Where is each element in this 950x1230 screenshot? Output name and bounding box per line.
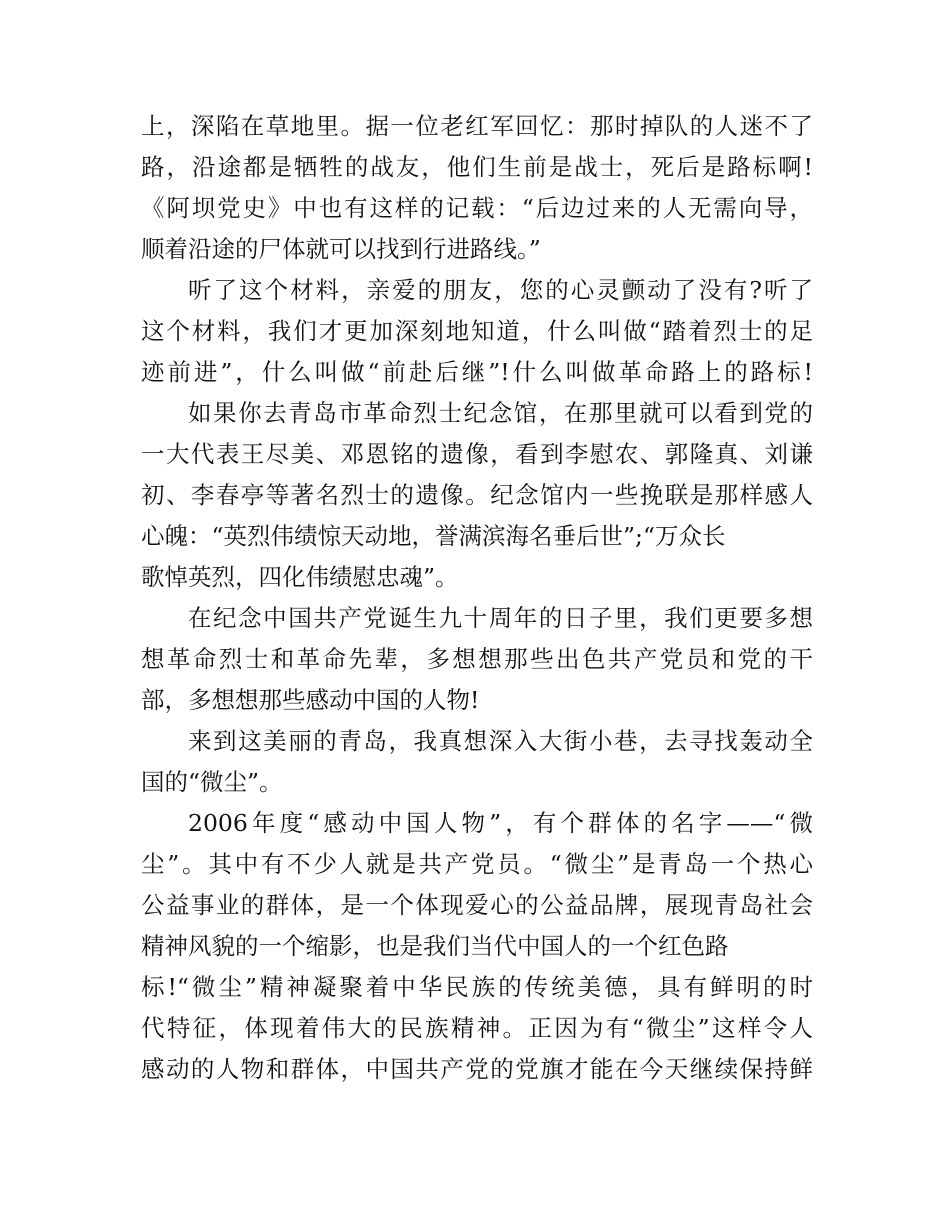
text-line-23: 代特征，体现着伟大的民族精神。正因为有“微尘”这样令人 bbox=[141, 1014, 813, 1042]
text-line-13: 在纪念中国共产党诞生九十周年的日子里，我们更要多想 bbox=[188, 604, 813, 632]
text-line-24: 感动的人物和群体，中国共产党的党旗才能在今天继续保持鲜 bbox=[141, 1055, 813, 1083]
text-line-15: 部，多想想那些感动中国的人物! bbox=[141, 686, 480, 714]
text-line-5: 听了这个材料，亲爱的朋友，您的心灵颤动了没有?听了 bbox=[188, 276, 813, 304]
text-line-9: 一大代表王尽美、邓恩铭的遗像，看到李慰农、郭隆真、刘谦 bbox=[141, 440, 813, 468]
text-line-14: 想革命烈士和革命先辈，多想想那些出色共产党员和党的干 bbox=[141, 645, 813, 673]
body-text bbox=[141, 106, 813, 1090]
text-line-4: 顺着沿途的尸体就可以找到行进路线。” bbox=[141, 235, 541, 263]
text-line-7: 迹前进”，什么叫做“前赴后继”!什么叫做革命路上的路标! bbox=[141, 358, 813, 386]
text-line-17: 国的“微尘”。 bbox=[141, 768, 283, 796]
text-line-11: 心魄：“英烈伟绩惊天动地，誉满滨海名垂后世”;“万众长 bbox=[141, 522, 726, 550]
text-line-1: 上，深陷在草地里。据一位老红军回忆：那时掉队的人迷不了 bbox=[141, 112, 813, 140]
text-line-22: 标!“微尘”精神凝聚着中华民族的传统美德，具有鲜明的时 bbox=[141, 973, 813, 1001]
text-line-2: 路，沿途都是牺牲的战友，他们生前是战士，死后是路标啊! bbox=[141, 153, 813, 181]
text-line-20: 公益事业的群体，是一个体现爱心的公益品牌，展现青岛社会 bbox=[141, 891, 813, 919]
text-line-16: 来到这美丽的青岛，我真想深入大街小巷，去寻找轰动全 bbox=[188, 727, 813, 755]
text-line-21: 精神风貌的一个缩影，也是我们当代中国人的一个红色路 bbox=[141, 932, 729, 960]
text-line-12: 歌悼英烈，四化伟绩慰忠魂”。 bbox=[141, 563, 459, 591]
text-line-19: 尘”。其中有不少人就是共产党员。“微尘”是青岛一个热心 bbox=[141, 850, 813, 878]
text-line-3: 《阿坝党史》中也有这样的记载：“后边过来的人无需向导， bbox=[141, 194, 813, 222]
text-line-10: 初、李春亭等著名烈士的遗像。纪念馆内一些挽联是那样感人 bbox=[141, 481, 813, 509]
text-line-8: 如果你去青岛市革命烈士纪念馆，在那里就可以看到党的 bbox=[188, 399, 813, 427]
text-line-18: 2006年度“感动中国人物”，有个群体的名字——“微 bbox=[188, 809, 813, 837]
text-line-6: 这个材料，我们才更加深刻地知道，什么叫做“踏着烈士的足 bbox=[141, 317, 813, 345]
